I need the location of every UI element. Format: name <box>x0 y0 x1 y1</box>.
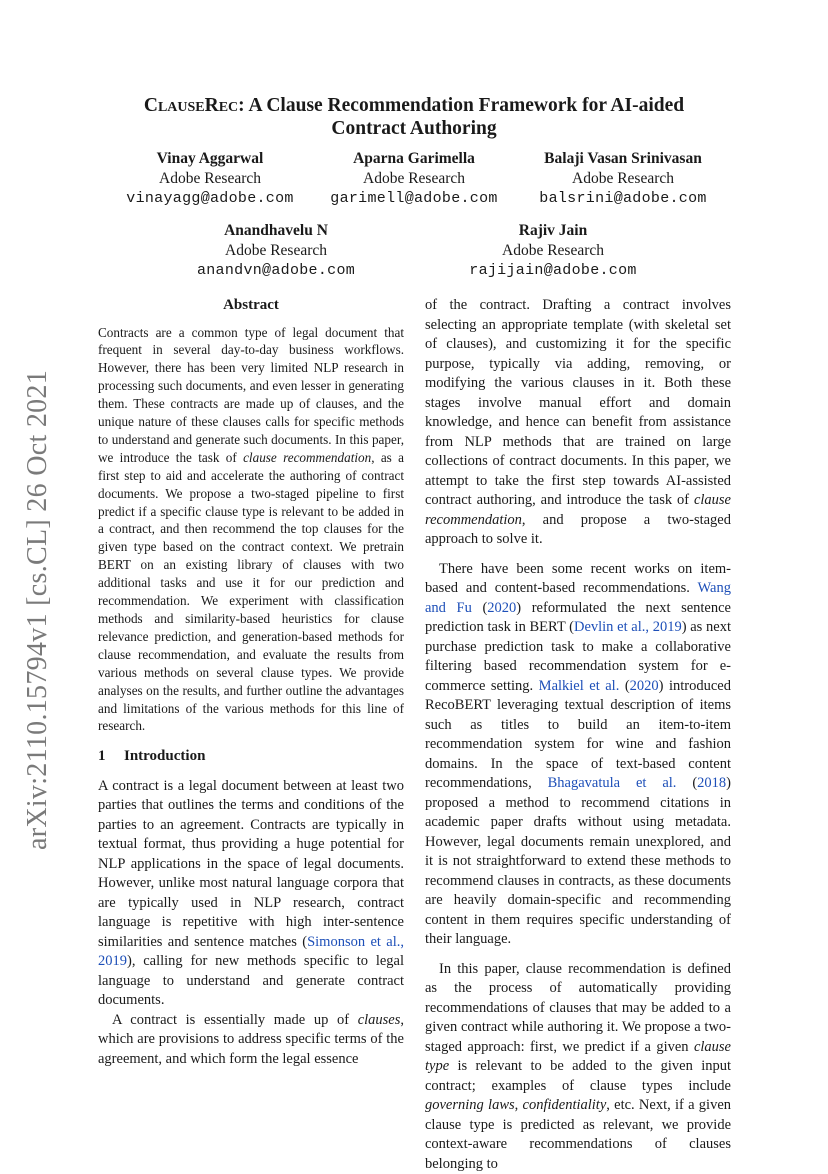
author-block <box>518 149 728 209</box>
abstract-heading: Abstract <box>98 296 404 316</box>
author-affiliation: Adobe Research <box>314 169 514 189</box>
author-block <box>176 221 376 281</box>
author-name: Rajiv Jain <box>453 221 653 241</box>
citation-link[interactable]: Devlin et al., 2019 <box>574 619 682 635</box>
author-block <box>314 149 514 209</box>
author-email: vinayagg@adobe.com <box>110 189 310 209</box>
citation-link[interactable]: Malkiel et al. <box>539 678 620 694</box>
author-affiliation: Adobe Research <box>518 169 728 189</box>
body-paragraph: of the contract. Drafting a contract involves selecting an appropriate template (with skeletal set of clauses), and customizing it for the specific purpose, typically via adding, removing, or modifying the various clauses in it. Both these stages involve manual effort and domain knowledge, and hence can benefit from assistance from NLP methods that are trained on large collections of contract documents. In this paper, we attempt to take the first step towards AI-assisted contract authoring, and introduce the task of clause recommendation, and propose a two-staged approach to solve it. <box>425 296 731 550</box>
citation-link[interactable]: Simonson et al., 2019 <box>98 934 404 970</box>
author-email: rajijain@adobe.com <box>453 261 653 281</box>
author-affiliation: Adobe Research <box>453 241 653 261</box>
paper-title <box>98 94 730 140</box>
author-name: Anandhavelu N <box>176 221 376 241</box>
title-line2: Contract Authoring <box>331 118 496 139</box>
author-email: garimell@adobe.com <box>314 189 514 209</box>
section-title: Introduction <box>124 748 205 764</box>
author-affiliation: Adobe Research <box>176 241 376 261</box>
citation-year-link[interactable]: 2020 <box>487 600 516 616</box>
title-clauserec: ClauseRec <box>144 95 238 116</box>
arxiv-id: arXiv:2110.15794v1 [cs.CL] 26 Oct 2021 <box>22 370 54 850</box>
title-rest: : A Clause Recommendation Framework for AI-aided <box>238 95 684 116</box>
author-email: anandvn@adobe.com <box>176 261 376 281</box>
author-name: Balaji Vasan Srinivasan <box>518 149 728 169</box>
intro-paragraph: A contract is essentially made up of clauses, which are provisions to address specific terms of the agreement, and which form the legal essence <box>98 1011 404 1070</box>
right-column <box>425 296 731 1174</box>
author-email: balsrini@adobe.com <box>518 189 728 209</box>
body-paragraph: There have been some recent works on item-based and content-based recommendations. Wang and Fu (2020) reformulated the next sentence prediction task in BERT (Devlin et al., 2019) as next purchase prediction task to make a collaborative filtering based recommendation system for e-commerce setting. Malkiel et al. (2020) introduced RecoBERT leveraging textual description of items such as titles to build an item-to-item recommendation system for wine and fashion domains. In the space of text-based content recommendations, Bhagavatula et al. (2018) proposed a method to recommend citations in academic paper drafts without using metadata. However, legal documents remain unexplored, and it is not straightforward to extend these methods to recommend clauses in contracts, as these documents are heavily domain-specific and recommending content in them requires specific understanding of their language. <box>425 560 731 950</box>
intro-paragraph: A contract is a legal document between at least two parties that outlines the terms and conditions of the parties to an agreement. Contracts are typically in textual format, thus providing a huge potential for NLP applications in the space of legal documents. However, unlike most natural language corpora that are typically used in NLP research, contract language is repetitive with high inter-sentence similarities and sentence matches (Simonson et al., 2019), calling for new methods specific to legal language to understand and generate contract documents. <box>98 777 404 1011</box>
left-column <box>98 296 404 1069</box>
citation-link[interactable]: Wang and Fu <box>425 580 731 616</box>
arxiv-sidebar-stamp <box>8 330 68 890</box>
citation-year-link[interactable]: 2020 <box>630 678 659 694</box>
author-block <box>453 221 653 281</box>
abstract-text: Contracts are a common type of legal document that frequent in several day-to-day business workflows. However, there has been very limited NLP research in processing such documents, and even lesser in generating them. These contracts are made up of clauses, and the unique nature of these clauses calls for specific methods to understand and generate such documents. In this paper, we introduce the task of clause recommendation, as a first step to aid and accelerate the authoring of contract documents. We propose a two-staged pipeline to first predict if a specific clause type is relevant to be added in a contract, and then recommend the top clauses for the given type based on the contract context. We pretrain BERT on an existing library of clauses with two additional tasks and use it for our prediction and recommendation. We experiment with classification methods and similarity-based heuristics for clause relevance prediction, and generation-based methods for clause recommendation, and evaluate the results from various methods on several clause types. We provide analyses on the results, and further outline the advantages and limitations of the various methods for this line of research. <box>98 324 404 736</box>
author-name: Aparna Garimella <box>314 149 514 169</box>
author-block <box>110 149 310 209</box>
author-name: Vinay Aggarwal <box>110 149 310 169</box>
author-affiliation: Adobe Research <box>110 169 310 189</box>
citation-year-link[interactable]: 2018 <box>697 775 726 791</box>
section-number: 1 <box>98 747 124 767</box>
citation-link[interactable]: Bhagavatula et al. <box>548 775 677 791</box>
section-heading <box>98 747 404 767</box>
body-paragraph: In this paper, clause recommendation is defined as the process of automatically providing recommendations of clauses that may be added to a given contract while authoring it. We propose a two-staged approach: first, we predict if a given clause type is relevant to be added to the given input contract; examples of clause types include governing laws, confidentiality, etc. Next, if a given clause type is predicted as relevant, we provide context-aware recommendations of clauses belonging to <box>425 960 731 1174</box>
